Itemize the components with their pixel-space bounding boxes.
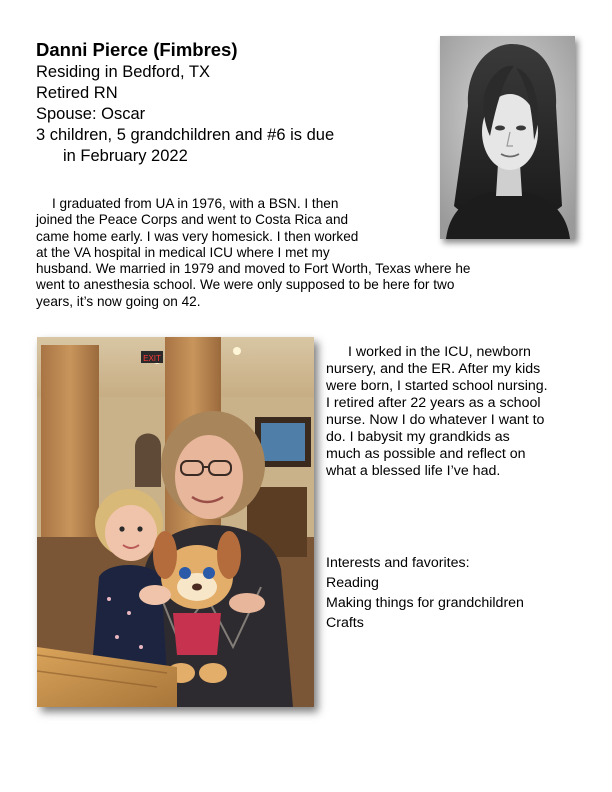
family-line: 3 children, 5 grandchildren and #6 is due (36, 126, 335, 144)
career-line: much as possible and reflect on (326, 446, 526, 462)
bio-line: at the VA hospital in medical ICU where I met my (36, 244, 330, 260)
bio-line: husband. We married in 1979 and moved to Fort Worth, Texas where he (36, 261, 471, 277)
career-line: I worked in the ICU, newborn (348, 344, 531, 360)
interest-item: Reading (326, 575, 379, 591)
career-line: what a blessed life I’ve had. (326, 463, 501, 479)
bio-line: came home early. I was very homesick. I then worked (36, 228, 359, 244)
profile-header (36, 38, 436, 167)
career-line: nursery, and the ER. After my kids (326, 361, 541, 377)
spouse-line: Spouse: Oscar (36, 105, 146, 123)
career-line: were born, I started school nursing. (326, 378, 548, 394)
exit-sign: EXIT (143, 354, 161, 363)
career-line: nurse. Now I do whatever I want to (326, 412, 545, 428)
family-photo (37, 337, 314, 707)
interests-section (326, 553, 586, 633)
person-name: Danni Pierce (Fimbres) (36, 39, 238, 60)
career-line: I retired after 22 years as a school (326, 395, 541, 411)
residence-line: Residing in Bedford, TX (36, 63, 210, 81)
bio-line: years, it’s now going on 42. (36, 293, 201, 309)
occupation-line: Retired RN (36, 84, 118, 102)
bio-line: went to anesthesia school. We were only supposed to be here for two (36, 277, 455, 293)
interests-heading: Interests and favorites: (326, 555, 470, 571)
bio-line: I graduated from UA in 1976, with a BSN. I then (52, 196, 339, 211)
interest-item: Making things for grandchildren (326, 595, 524, 611)
family-photo-icon (37, 337, 314, 707)
family-line-continued: in February 2022 (63, 147, 188, 165)
interest-item: Crafts (326, 615, 364, 631)
biography-paragraph (36, 196, 576, 310)
career-line: do. I babysit my grandkids as (326, 429, 510, 445)
career-paragraph (326, 344, 586, 480)
bio-line: joined the Peace Corps and went to Costa Rica and (36, 212, 349, 228)
